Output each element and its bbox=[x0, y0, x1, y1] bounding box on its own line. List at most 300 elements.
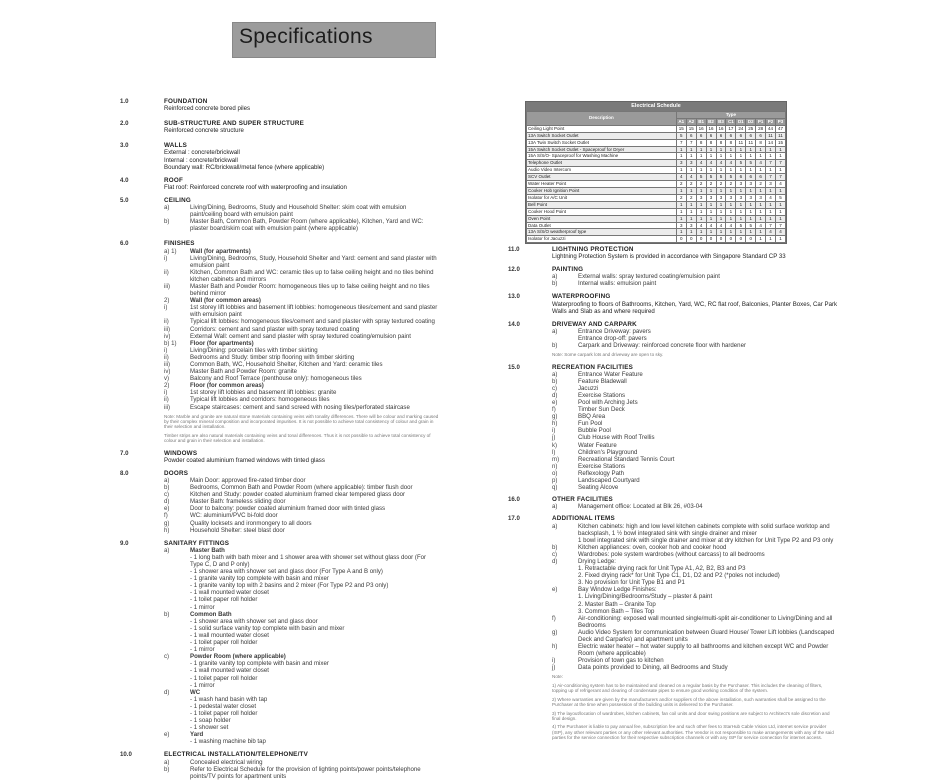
sub-item bbox=[164, 204, 440, 218]
sub-item bbox=[164, 632, 440, 639]
schedule-value: 1 bbox=[716, 167, 726, 174]
section-body bbox=[552, 515, 838, 740]
spec-section bbox=[508, 293, 838, 314]
schedule-value: 1 bbox=[706, 153, 716, 160]
section-body bbox=[552, 364, 838, 492]
schedule-value: 11 bbox=[746, 139, 756, 146]
sub-label bbox=[552, 608, 578, 615]
section-heading: FINISHES bbox=[164, 240, 195, 248]
schedule-value: 4 bbox=[776, 181, 786, 188]
schedule-value: 3 bbox=[726, 194, 736, 201]
schedule-value: 1 bbox=[726, 146, 736, 153]
sub-item bbox=[164, 646, 440, 653]
sub-text: - 1 mirror bbox=[190, 681, 215, 689]
sub-item bbox=[552, 586, 838, 593]
schedule-value: 1 bbox=[776, 146, 786, 153]
sub-text: BBQ Area bbox=[578, 413, 606, 421]
section-body bbox=[552, 293, 838, 314]
schedule-value: 1 bbox=[696, 153, 706, 160]
section-number: 15.0 bbox=[508, 363, 520, 371]
sub-label bbox=[164, 632, 190, 639]
sub-label: a) bbox=[552, 273, 558, 281]
sub-text: Master Bath and Powder Room: granite bbox=[190, 368, 298, 376]
sub-text: - 1 shower set bbox=[190, 724, 229, 732]
schedule-value: 1 bbox=[776, 208, 786, 215]
schedule-value: 1 bbox=[776, 215, 786, 222]
schedule-value: 3 bbox=[676, 222, 686, 229]
schedule-value: 1 bbox=[706, 187, 716, 194]
section-gap bbox=[120, 232, 440, 240]
schedule-value: 7 bbox=[676, 139, 686, 146]
schedule-value: 6 bbox=[696, 132, 706, 139]
schedule-value: 1 bbox=[676, 215, 686, 222]
schedule-value: 1 bbox=[716, 187, 726, 194]
sub-text: Audio Video System for communication between Guard House/ Tower Lift lobbies (Landscaped Deck and Carparks) and apartment units bbox=[578, 628, 835, 643]
sub-label: iv) bbox=[164, 332, 171, 340]
schedule-value: 3 bbox=[686, 222, 696, 229]
sub-item bbox=[552, 406, 838, 413]
schedule-row bbox=[527, 181, 786, 188]
sub-text: Master Bath: frameless sliding door bbox=[190, 498, 286, 506]
sub-label: c) bbox=[552, 384, 558, 392]
schedule-description: Data Outlet bbox=[527, 222, 677, 229]
schedule-value: 5 bbox=[776, 194, 786, 201]
sub-label bbox=[164, 639, 190, 646]
section-heading: CEILING bbox=[164, 196, 191, 204]
schedule-value: 15 bbox=[686, 125, 696, 132]
section-heading: SUB-STRUCTURE AND SUPER STRUCTURE bbox=[164, 120, 305, 128]
section-heading: RECREATION FACILITIES bbox=[552, 363, 634, 371]
sub-label: a) bbox=[164, 758, 170, 766]
sub-text: Living/Dining, Bedrooms, Study and Household Shelter: skim coat with emulsion paint/ceiling board with emulsion paint bbox=[190, 204, 407, 219]
sub-item bbox=[164, 660, 440, 667]
sub-label: j) bbox=[552, 664, 556, 672]
sub-text: Master Bath and Powder Room: homogeneous tiles up to false ceiling height and no tiles behind mirror bbox=[190, 282, 430, 298]
schedule-value: 3 bbox=[746, 181, 756, 188]
schedule-description: 13A Switch Socket Outlet bbox=[527, 132, 677, 139]
schedule-value: 1 bbox=[706, 208, 716, 215]
sub-label bbox=[164, 604, 190, 611]
sub-text: Electric water heater – hot water supply to all bathrooms and kitchen except WC and Powder Room (where applicable) bbox=[578, 643, 829, 658]
sub-label bbox=[164, 618, 190, 625]
sub-label: iii) bbox=[164, 325, 171, 333]
schedule-value: 1 bbox=[716, 146, 726, 153]
sub-item bbox=[164, 491, 440, 498]
sub-item bbox=[552, 657, 838, 664]
section-heading: SANITARY FITTINGS bbox=[164, 539, 230, 547]
sub-item bbox=[164, 484, 440, 491]
spec-section bbox=[508, 266, 838, 287]
section-line: Internal : concrete/brickwall bbox=[164, 156, 238, 164]
schedule-value: 44 bbox=[766, 125, 776, 132]
sub-text: Exercise Stations bbox=[578, 391, 626, 399]
sub-text: Living/Dining, Bedrooms, Study, Household Shelter and Yard: cement and sand plaster with emulsion paint bbox=[190, 254, 437, 269]
section-number: 4.0 bbox=[120, 176, 129, 184]
sub-text: Wall (for apartments) bbox=[190, 247, 251, 255]
section-line: Lightning Protection System is provided in accordance with Singapore Standard CP 33 bbox=[552, 253, 786, 261]
schedule-value: 1 bbox=[716, 229, 726, 236]
section-number: 12.0 bbox=[508, 266, 520, 274]
sub-item bbox=[164, 618, 440, 625]
sub-item bbox=[164, 604, 440, 611]
sub-item bbox=[552, 643, 838, 657]
section-note: Note: bbox=[552, 674, 563, 680]
schedule-value: 1 bbox=[716, 153, 726, 160]
schedule-value: 5 bbox=[736, 222, 746, 229]
sub-text: - 1 solid surface vanity top complete with basin and mixer bbox=[190, 624, 345, 632]
section-body bbox=[552, 266, 838, 287]
sub-label bbox=[552, 335, 578, 342]
sub-label bbox=[164, 717, 190, 724]
schedule-value: 1 bbox=[746, 201, 756, 208]
sub-label bbox=[164, 710, 190, 717]
type-column-header: D2 bbox=[746, 118, 756, 125]
sub-label: h) bbox=[164, 526, 170, 534]
section-body bbox=[164, 540, 440, 746]
schedule-value: 7 bbox=[766, 174, 776, 181]
sub-label: d) bbox=[552, 557, 558, 565]
schedule-value: 25 bbox=[746, 125, 756, 132]
schedule-description: Ceiling Light Point bbox=[527, 125, 677, 132]
sub-label: p) bbox=[552, 477, 558, 485]
sub-label bbox=[552, 579, 578, 586]
sub-label bbox=[552, 572, 578, 579]
schedule-value: 1 bbox=[756, 201, 766, 208]
sub-label bbox=[164, 738, 190, 745]
sub-text: Children's Playground bbox=[578, 448, 638, 456]
schedule-value: 6 bbox=[756, 174, 766, 181]
sub-label: i) bbox=[164, 346, 168, 354]
sub-label bbox=[164, 575, 190, 582]
sub-item bbox=[164, 396, 440, 403]
sub-label: b) bbox=[552, 280, 558, 288]
schedule-value: 7 bbox=[686, 139, 696, 146]
sub-label bbox=[164, 582, 190, 589]
sub-label: iii) bbox=[164, 403, 171, 411]
sub-item bbox=[552, 399, 838, 406]
schedule-value: 1 bbox=[766, 215, 776, 222]
sub-item bbox=[552, 484, 838, 491]
sub-item bbox=[552, 551, 838, 558]
schedule-row bbox=[527, 208, 786, 215]
sub-item bbox=[164, 554, 440, 568]
sub-item bbox=[552, 565, 838, 572]
sub-item bbox=[552, 544, 838, 551]
sub-label bbox=[164, 625, 190, 632]
sub-text: Management office: Located at Blk 26, #03-04 bbox=[578, 503, 703, 511]
schedule-value: 8 bbox=[726, 139, 736, 146]
spec-section bbox=[120, 177, 440, 191]
schedule-value: 2 bbox=[726, 181, 736, 188]
section-heading: ADDITIONAL ITEMS bbox=[552, 515, 615, 523]
schedule-value: 7 bbox=[776, 222, 786, 229]
sub-text: Main Door: approved fire-rated timber door bbox=[190, 476, 306, 484]
schedule-value: 3 bbox=[746, 194, 756, 201]
sub-item bbox=[164, 382, 440, 389]
schedule-value: 3 bbox=[696, 194, 706, 201]
sub-label: l) bbox=[552, 448, 556, 456]
sub-item bbox=[164, 498, 440, 505]
schedule-value: 11 bbox=[766, 132, 776, 139]
schedule-row bbox=[527, 222, 786, 229]
schedule-value: 1 bbox=[706, 146, 716, 153]
sub-text: Bedrooms and Study: timber strip flooring with timber skirting bbox=[190, 353, 355, 361]
schedule-value: 4 bbox=[756, 160, 766, 167]
spec-section bbox=[508, 246, 838, 260]
sub-label: ii) bbox=[164, 318, 169, 326]
schedule-row bbox=[527, 146, 786, 153]
schedule-value: 5 bbox=[676, 132, 686, 139]
schedule-value: 0 bbox=[746, 236, 756, 243]
schedule-value: 1 bbox=[726, 208, 736, 215]
sub-text: 1. Retractable drying rack for Unit Type A1, A2, B2, B3 and P3 bbox=[578, 565, 746, 573]
schedule-value: 16 bbox=[696, 125, 706, 132]
schedule-value: 2 bbox=[676, 181, 686, 188]
schedule-row bbox=[527, 139, 786, 146]
section-line: External : concrete/brickwall bbox=[164, 149, 240, 157]
section-number: 2.0 bbox=[120, 120, 129, 128]
schedule-value: 1 bbox=[726, 201, 736, 208]
sub-item bbox=[552, 413, 838, 420]
sub-item bbox=[552, 427, 838, 434]
schedule-value: 1 bbox=[726, 187, 736, 194]
sub-text: Feature Bladewall bbox=[578, 377, 627, 385]
schedule-description: Telephone Outlet bbox=[527, 160, 677, 167]
schedule-value: 24 bbox=[736, 125, 746, 132]
sub-text: Club House with Roof Trellis bbox=[578, 434, 655, 442]
sub-text: Entrance drop-off: pavers bbox=[578, 334, 647, 342]
sub-label bbox=[164, 660, 190, 667]
schedule-value: 4 bbox=[766, 194, 776, 201]
sub-label bbox=[164, 675, 190, 682]
spec-section bbox=[508, 515, 838, 740]
section-gap bbox=[120, 134, 440, 142]
type-column-header: D1 bbox=[736, 118, 746, 125]
sub-text: - 1 shower area with shower set and glass door (For Type A and B only) bbox=[190, 568, 383, 576]
spec-section bbox=[508, 321, 838, 358]
sub-text: Living/Dining: porcelain tiles with timber skirting bbox=[190, 346, 318, 354]
schedule-value: 5 bbox=[736, 160, 746, 167]
schedule-value: 1 bbox=[746, 215, 756, 222]
type-column-header: P3 bbox=[776, 118, 786, 125]
section-line: Boundary wall: RC/brickwall/metal fence (where applicable) bbox=[164, 163, 325, 171]
schedule-value: 1 bbox=[676, 167, 686, 174]
schedule-value: 1 bbox=[766, 201, 776, 208]
schedule-value: 1 bbox=[776, 167, 786, 174]
sub-text: Yard bbox=[190, 731, 204, 739]
schedule-value: 0 bbox=[726, 236, 736, 243]
sub-text: WC: aluminium/PVC bi-fold door bbox=[190, 512, 278, 520]
schedule-value: 1 bbox=[756, 187, 766, 194]
section-number: 13.0 bbox=[508, 293, 520, 301]
sub-label: o) bbox=[552, 469, 558, 477]
sub-item bbox=[552, 601, 838, 608]
left-column bbox=[120, 98, 440, 784]
sub-label: d) bbox=[164, 688, 170, 696]
sub-text: - 1 wall mounted water closet bbox=[190, 631, 269, 639]
sub-text: Reflexology Path bbox=[578, 469, 625, 477]
sub-item bbox=[164, 689, 440, 696]
schedule-value: 1 bbox=[686, 229, 696, 236]
schedule-value: 5 bbox=[716, 174, 726, 181]
schedule-value: 5 bbox=[746, 160, 756, 167]
sub-text: Powder Room (where applicable) bbox=[190, 653, 286, 661]
section-line: Reinforced concrete bored piles bbox=[164, 105, 251, 113]
schedule-value: 2 bbox=[696, 181, 706, 188]
schedule-row bbox=[527, 201, 786, 208]
sub-item bbox=[552, 371, 838, 378]
sub-item bbox=[552, 477, 838, 484]
sub-text: - 1 toilet paper roll holder bbox=[190, 639, 258, 647]
section-line: Flat roof: Reinforced concrete roof with waterproofing and insulation bbox=[164, 183, 347, 191]
schedule-value: 1 bbox=[716, 215, 726, 222]
section-note: Timber strips are also natural materials containing veins and tonal differences. Thus it is not possible to achieve total consistency of colour and grain in their selection and installation. bbox=[164, 432, 431, 444]
sub-label: d) bbox=[164, 498, 170, 506]
sub-item bbox=[164, 477, 440, 484]
sub-label bbox=[164, 596, 190, 603]
schedule-value: 4 bbox=[756, 222, 766, 229]
schedule-value: 1 bbox=[696, 146, 706, 153]
sub-label: g) bbox=[552, 628, 558, 636]
schedule-value: 1 bbox=[726, 167, 736, 174]
schedule-value: 1 bbox=[766, 208, 776, 215]
schedule-value: 1 bbox=[776, 236, 786, 243]
sub-item bbox=[552, 537, 838, 544]
type-column-header: A1 bbox=[676, 118, 686, 125]
schedule-row bbox=[527, 174, 786, 181]
sub-text: Master Bath bbox=[190, 546, 225, 554]
sub-item bbox=[552, 456, 838, 463]
section-note: 2) Where warranties are given by the manufacturers and/or suppliers of the above installation, such warranties shall be assigned to the Purchaser at the time when possession of the building units is delivered to the Purchaser. bbox=[552, 696, 826, 708]
schedule-value: 1 bbox=[746, 146, 756, 153]
sub-text: - 1 granite vanity top with 2 basins and 2 mixer (For Type P2 and P3 only) bbox=[190, 582, 389, 590]
sub-label: b) bbox=[552, 543, 558, 551]
right-column bbox=[508, 246, 838, 745]
sub-label: i) bbox=[164, 254, 168, 262]
schedule-value: 1 bbox=[696, 208, 706, 215]
schedule-value: 1 bbox=[726, 215, 736, 222]
sub-text: Common Bath bbox=[190, 610, 232, 618]
schedule-value: 8 bbox=[706, 139, 716, 146]
section-number: 14.0 bbox=[508, 320, 520, 328]
sub-item bbox=[164, 710, 440, 717]
schedule-value: 7 bbox=[776, 160, 786, 167]
electrical-schedule bbox=[525, 101, 787, 244]
section-body bbox=[164, 751, 440, 779]
sub-item bbox=[164, 589, 440, 596]
sub-label: f) bbox=[552, 614, 556, 622]
schedule-value: 6 bbox=[716, 132, 726, 139]
section-heading: WALLS bbox=[164, 142, 188, 150]
schedule-description: 13A S/S/O weatherproof type bbox=[527, 229, 677, 236]
schedule-value: 4 bbox=[696, 160, 706, 167]
type-column-header: P1 bbox=[756, 118, 766, 125]
sub-item bbox=[164, 318, 440, 325]
schedule-value: 6 bbox=[736, 132, 746, 139]
sub-text: Kitchen, Common Bath and WC: ceramic tiles up to false ceiling height and no tiles behind kitchen cabinets and mirrors bbox=[190, 268, 434, 283]
section-note: 1) Air-conditioning system has to be maintained and cleaned on a regular basis by the Purchaser. This includes the cleaning of filters, topping up of refrigerant and clearing of condensate pipes to ensure good working condition of the system. bbox=[552, 682, 823, 694]
sub-text: External Wall: cement and sand plaster with spray textured coating/emulsion paint bbox=[190, 332, 411, 340]
sub-item bbox=[164, 667, 440, 674]
sub-text: Typical lift lobbies: homogeneous tiles/cement and sand plaster with spray textured coating bbox=[190, 318, 435, 326]
sub-item bbox=[552, 442, 838, 449]
section-gap bbox=[508, 741, 838, 745]
sub-label: iii) bbox=[164, 282, 171, 290]
sub-label: k) bbox=[552, 441, 558, 449]
sub-item bbox=[164, 368, 440, 375]
type-column-header: C1 bbox=[726, 118, 736, 125]
sub-text: WC bbox=[190, 688, 201, 696]
sub-label: m) bbox=[552, 455, 560, 463]
schedule-description: Bell Point bbox=[527, 201, 677, 208]
sub-item bbox=[164, 703, 440, 710]
sub-item bbox=[164, 568, 440, 575]
section-body bbox=[164, 177, 440, 191]
sub-label: a) bbox=[552, 370, 558, 378]
section-heading: OTHER FACILITIES bbox=[552, 496, 613, 504]
sub-item bbox=[164, 759, 440, 766]
sub-item bbox=[164, 527, 440, 534]
sub-label bbox=[552, 593, 578, 600]
schedule-row bbox=[527, 229, 786, 236]
sub-label: f) bbox=[164, 512, 168, 520]
sub-text: Fun Pool bbox=[578, 420, 603, 428]
schedule-value: 1 bbox=[696, 201, 706, 208]
sub-label: g) bbox=[552, 413, 558, 421]
schedule-value: 16 bbox=[716, 125, 726, 132]
sub-item bbox=[552, 434, 838, 441]
section-note: 3) The layout/location of wardrobes, kitchen cabinets, fan coil units and door swing positions are subject to Architect's sole discretion and final design. bbox=[552, 710, 830, 721]
schedule-row bbox=[527, 153, 786, 160]
schedule-value: 1 bbox=[746, 208, 756, 215]
section-heading: FOUNDATION bbox=[164, 98, 208, 105]
spec-section bbox=[120, 98, 440, 112]
schedule-value: 1 bbox=[756, 208, 766, 215]
schedule-value: 3 bbox=[676, 160, 686, 167]
section-line: Powder coated aluminium framed windows with tinted glass bbox=[164, 456, 325, 464]
schedule-value: 1 bbox=[756, 153, 766, 160]
sub-label: i) bbox=[552, 657, 556, 665]
sub-item bbox=[164, 269, 440, 283]
spec-section bbox=[120, 540, 440, 746]
schedule-value: 6 bbox=[746, 132, 756, 139]
section-body bbox=[164, 98, 440, 112]
schedule-value: 1 bbox=[686, 201, 696, 208]
schedule-value: 1 bbox=[756, 236, 766, 243]
schedule-value: 1 bbox=[686, 187, 696, 194]
schedule-value: 7 bbox=[766, 222, 776, 229]
sub-item bbox=[552, 280, 838, 287]
schedule-value: 1 bbox=[736, 215, 746, 222]
schedule-description: Isolator for A/C Unit bbox=[527, 194, 677, 201]
sub-label: b) 1) bbox=[164, 339, 177, 347]
sub-text: Wardrobes: pole system wardrobes (without carcass) to all bedrooms bbox=[578, 550, 765, 558]
section-body bbox=[164, 450, 440, 464]
schedule-value: 0 bbox=[696, 236, 706, 243]
sub-item bbox=[164, 283, 440, 297]
schedule-row bbox=[527, 194, 786, 201]
sub-text: Floor (for common areas) bbox=[190, 382, 264, 390]
sub-label bbox=[164, 568, 190, 575]
schedule-value: 1 bbox=[736, 229, 746, 236]
section-body bbox=[164, 240, 440, 443]
description-header: Description bbox=[527, 112, 677, 126]
section-body bbox=[164, 120, 440, 134]
sub-text: Entrance Water Feature bbox=[578, 370, 643, 378]
section-gap bbox=[120, 780, 440, 784]
sub-label: b) bbox=[164, 484, 170, 492]
schedule-value: 1 bbox=[766, 153, 776, 160]
